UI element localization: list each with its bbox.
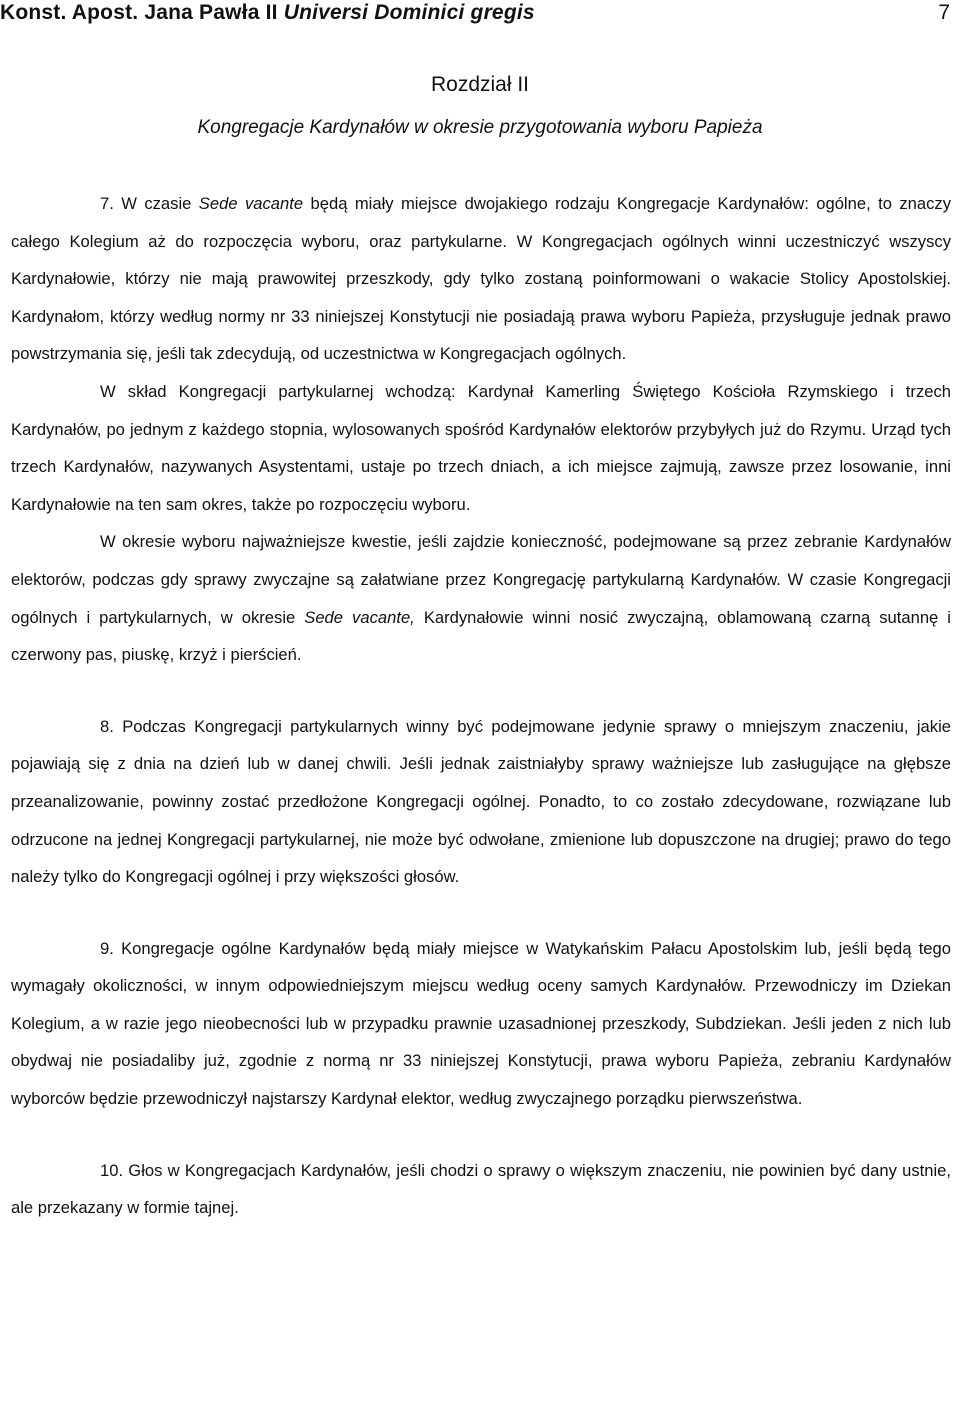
paragraph-7-1 xyxy=(11,185,951,373)
running-title xyxy=(0,0,535,26)
paragraph-gap xyxy=(11,1118,951,1152)
running-title-plain: Konst. Apost. Jana Pawła II xyxy=(0,1,284,24)
document-body xyxy=(11,185,951,1227)
text-run: będą miały miejsce dwojakiego rodzaju Kongregacje Kardynałów: ogólne, to znaczy całego Kolegium aż do rozpoczęcia wyboru, oraz partykularne. W Kongregacjach ogólnych winni uczestniczyć wszyscy Kardynałowie, którzy nie mają prawowitej przeszkody, gdy tylko zostaną poinformowani o wakacie Stolicy Apostolskiej. Kardynałom, którzy według normy nr 33 niniejszej Konstytucji nie posiadają prawa wyboru Papieża, przysługuje jednak prawo powstrzymania się, jeśli tak zdecydują, od uczestnictwa w Kongregacjach ogólnych. xyxy=(11,194,952,364)
running-title-italic: Universi Dominici gregis xyxy=(283,1,535,24)
text-run: W okresie wyboru najważniejsze kwestie, jeśli zajdzie konieczność, podejmowane są przez zebranie Kardynałów elektorów, podczas gdy sprawy zwyczajne są załatwiane przez Kongregację partykularną Kardynałów. W czasie Kongregacji ogólnych i partykularnych, w okresie xyxy=(11,532,951,627)
paragraph-7-3 xyxy=(11,523,951,673)
chapter-title: Rozdział II xyxy=(430,73,530,96)
paragraph-gap xyxy=(11,674,951,708)
text-run: 7. W czasie xyxy=(100,194,199,213)
paragraph-7-2: W skład Kongregacji partykularnej wchodzą: Kardynał Kamerling Świętego Kościoła Rzymskiego i trzech Kardynałów, po jednym z każdego stopnia, wylosowanych spośród Kardynałów elektorów przybyłych już do Rzymu. Urząd tych trzech Kardynałów, nazywanych Asystentami, ustaje po trzech dniach, a ich miejsce zajmują, zawsze przez losowanie, inni Kardynałowie na ten sam okres, także po rozpoczęciu wyboru. xyxy=(11,381,951,514)
paragraph-8: 8. Podczas Kongregacji partykularnych winny być podejmowane jedynie sprawy o mniejszym znaczeniu, jakie pojawiają się z dnia na dzień lub w danej chwili. Jeśli jednak zaistniałyby sprawy ważniejsze lub zasługujące na głębsze przeanalizowanie, powinny zostać przedłożone Kongregacji ogólnej. Ponadto, to co zostało zdecydowane, rozwiązane lub odrzucone na jednej Kongregacji partykularnej, nie może być odwołane, zmienione lub dopuszczone na drugiej; prawo do tego należy tylko do Kongregacji ogólnej i przy większości głosów. xyxy=(11,716,951,887)
chapter-subtitle: Kongregacje Kardynałów w okresie przygotowania wyboru Papieża xyxy=(197,117,763,138)
text-run-italic: Sede vacante xyxy=(198,194,304,213)
page-header xyxy=(0,0,960,28)
paragraph-10: 10. Głos w Kongregacjach Kardynałów, jeśli chodzi o sprawy o większym znaczeniu, nie powinien być dany ustnie, ale przekazany w formie tajnej. xyxy=(11,1160,951,1218)
page-number: 7 xyxy=(938,1,950,24)
text-run-italic: Sede vacante, xyxy=(304,607,415,627)
paragraph-9: 9. Kongregacje ogólne Kardynałów będą miały miejsce w Watykańskim Pałacu Apostolskim lub, jeśli będą tego wymagały okoliczności, w innym odpowiedniejszym miejscu według oceny samych Kardynałów. Przewodniczy im Dziekan Kolegium, a w razie jego nieobecności lub w przypadku prawnie uzasadnionej przeszkody, Subdziekan. Jeśli jeden z nich lub obydwaj nie posiadaliby już, zgodnie z normą nr 33 niniejszej Konstytucji, prawa wyboru Papieża, zebraniu Kardynałów wyborców będzie przewodniczył najstarszy Kardynał elektor, według zwyczajnego porządku pierwszeństwa. xyxy=(11,938,951,1109)
text-run: Kardynałowie winni nosić zwyczajną, oblamowaną czarną sutannę i czerwony pas, piuskę, krzyż i pierścień. xyxy=(11,607,951,665)
paragraph-gap xyxy=(11,896,951,930)
